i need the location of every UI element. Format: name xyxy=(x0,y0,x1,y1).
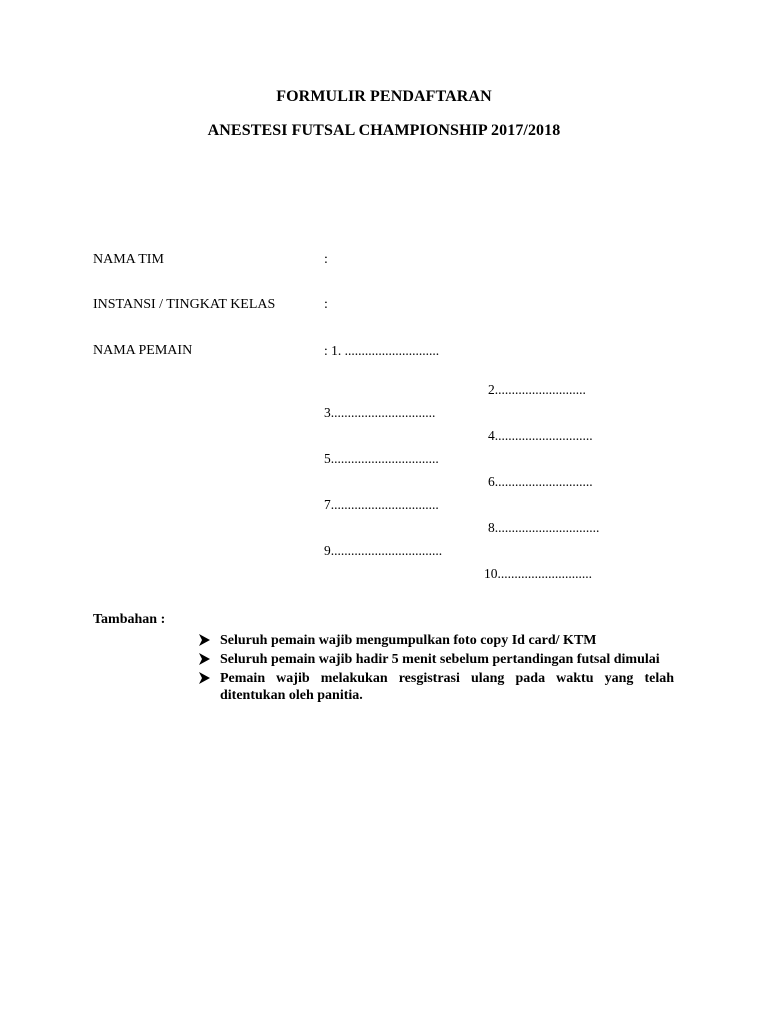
players-label: NAMA PEMAIN xyxy=(93,343,193,358)
institution-colon: : xyxy=(324,297,328,312)
note-item xyxy=(196,651,674,668)
player-2-line: 2........................... xyxy=(488,382,586,397)
additional-notes-list xyxy=(196,632,674,706)
arrow-bullet-icon xyxy=(198,651,212,667)
player-5-line: 5................................ xyxy=(324,451,439,466)
player-9-line: 9................................. xyxy=(324,543,443,558)
team-name-label: NAMA TIM xyxy=(93,252,164,267)
additional-notes-label: Tambahan : xyxy=(93,612,166,627)
note-item xyxy=(196,670,674,704)
note-text: Seluruh pemain wajib mengumpulkan foto copy Id card/ KTM xyxy=(220,633,597,648)
player-6-line: 6............................. xyxy=(488,474,593,489)
form-title: FORMULIR PENDAFTARAN xyxy=(276,88,492,105)
institution-label: INSTANSI / TINGKAT KELAS xyxy=(93,297,276,312)
note-text: Seluruh pemain wajib hadir 5 menit sebelum pertandingan futsal dimulai xyxy=(220,652,660,667)
note-item xyxy=(196,632,674,649)
note-text: Pemain wajib melakukan resgistrasi ulang pada waktu yang telah ditentukan oleh panitia. xyxy=(220,671,674,703)
player-4-line: 4............................. xyxy=(488,428,593,443)
arrow-bullet-icon xyxy=(198,670,212,686)
player-10-line: 10............................ xyxy=(484,566,592,581)
player-8-line: 8............................... xyxy=(488,520,600,535)
player-1-line: : 1. ............................ xyxy=(324,343,440,358)
player-7-line: 7................................ xyxy=(324,497,439,512)
arrow-bullet-icon xyxy=(198,632,212,648)
player-3-line: 3............................... xyxy=(324,405,436,420)
event-title: ANESTESI FUTSAL CHAMPIONSHIP 2017/2018 xyxy=(207,122,561,139)
team-name-colon: : xyxy=(324,252,328,267)
